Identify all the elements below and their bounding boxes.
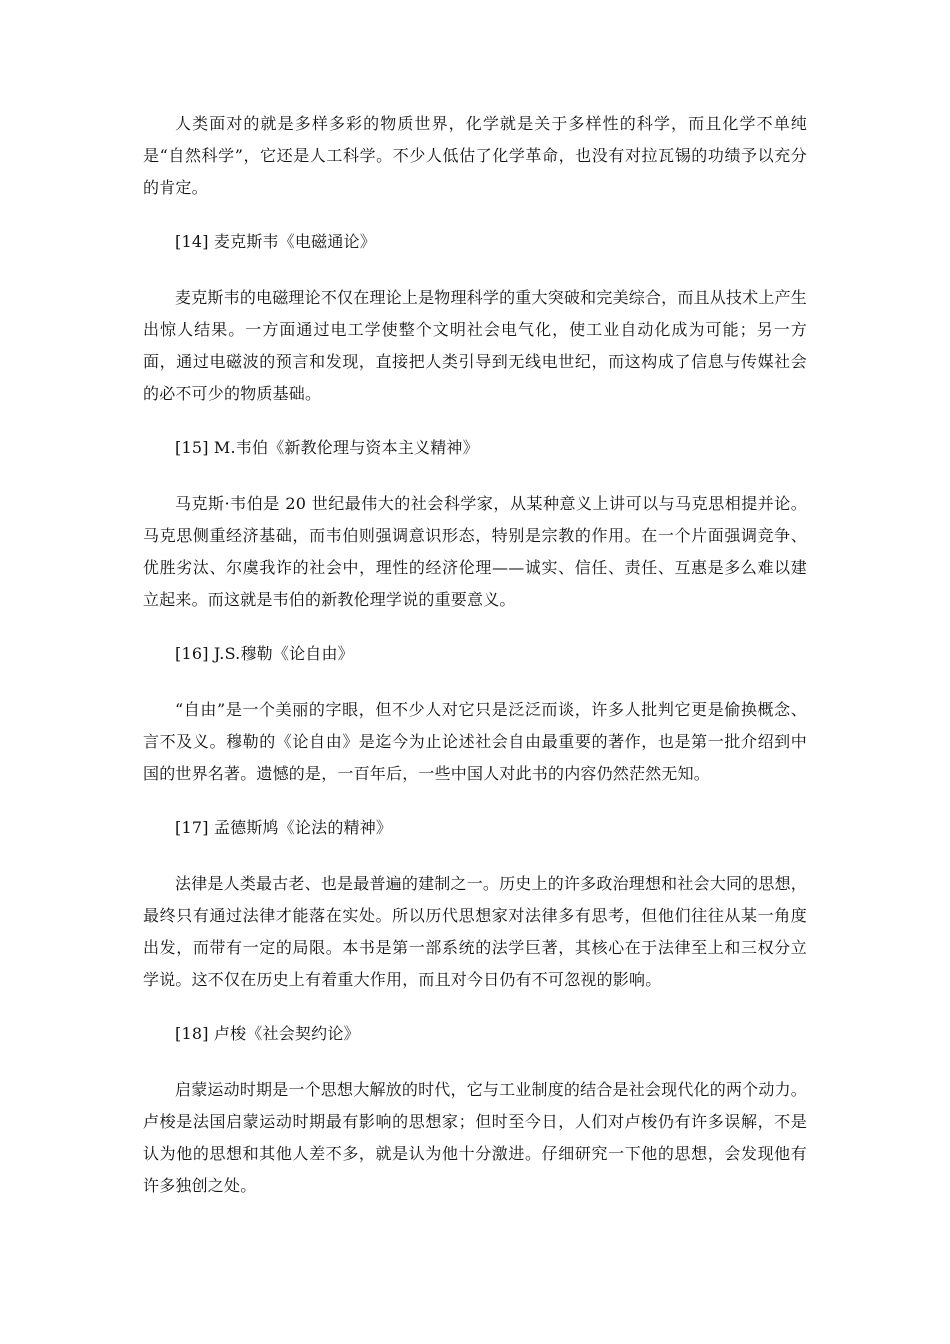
book-heading-17: [17] 孟德斯鸠《论法的精神》 [175,818,393,837]
paragraph-mill: “自由”是一个美丽的字眼，但不少人对它只是泛泛而谈，许多人批判它更是偷换概念、言不及义。穆勒的《论自由》是迄今为止论述社会自由最重要的著作，也是第一批介绍到中国的世界名著。遗憾的是，一百年后，一些中国人对此书的内容仍然茫然无知。 [143,700,807,783]
spacer [143,670,807,694]
paragraph-chemistry: 人类面对的就是多样多彩的物质世界，化学就是关于多样性的科学，而且化学不单纯是“自然科学”，它还是人工科学。不少人低估了化学革命，也没有对拉瓦锡的功绩予以充分的肯定。 [143,114,807,197]
paragraph-montesquieu: 法律是人类最古老、也是最普遍的建制之一。历史上的许多政治理想和社会大同的思想，最终只有通过法律才能落在实处。所以历代思想家对法律多有思考，但他们往往从某一角度出发，而带有一定的局限。本书是第一部系统的法学巨著，其核心在于法律至上和三权分立学说。这不仅在历史上有着重大作用，而且对今日仍有不可忽视的影响。 [143,874,807,989]
spacer [143,258,807,282]
paragraph-rousseau: 启蒙运动时期是一个思想大解放的时代，它与工业制度的结合是社会现代化的两个动力。卢梭是法国启蒙运动时期最有影响的思想家；但时至今日，人们对卢梭仍有许多误解，不是认为他的思想和其他人差不多，就是认为他十分激进。仔细研究一下他的思想，会发现他有许多独创之处。 [143,1080,807,1195]
spacer [143,410,807,432]
book-heading-14: [14] 麦克斯韦《电磁通论》 [175,232,376,251]
spacer [143,464,807,488]
paragraph-weber: 马克斯·韦伯是 20 世纪最伟大的社会科学家，从某种意义上讲可以与马克思相提并论。马克思侧重经济基础，而韦伯则强调意识形态，特别是宗教的作用。在一个片面强调竞争、优胜劣汰、尔虞我诈的社会中，理性的经济伦理——诚实、信任、责任、互惠是多么难以建立起来。而这就是韦伯的新教伦理学说的重要意义。 [143,494,807,609]
book-heading-18: [18] 卢梭《社会契约论》 [175,1024,360,1043]
spacer [143,1050,807,1074]
book-heading-16: [16] J.S.穆勒《论自由》 [175,644,354,663]
book-heading-15: [15] M.韦伯《新教伦理与资本主义精神》 [175,438,479,457]
spacer [143,996,807,1018]
spacer [143,790,807,812]
spacer [143,204,807,226]
document-page [143,108,807,1202]
spacer [143,616,807,638]
spacer [143,844,807,868]
paragraph-maxwell: 麦克斯韦的电磁理论不仅在理论上是物理科学的重大突破和完美综合，而且从技术上产生出惊人结果。一方面通过电工学使整个文明社会电气化，使工业自动化成为可能；另一方面，通过电磁波的预言和发现，直接把人类引导到无线电世纪，而这构成了信息与传媒社会的必不可少的物质基础。 [143,288,807,403]
